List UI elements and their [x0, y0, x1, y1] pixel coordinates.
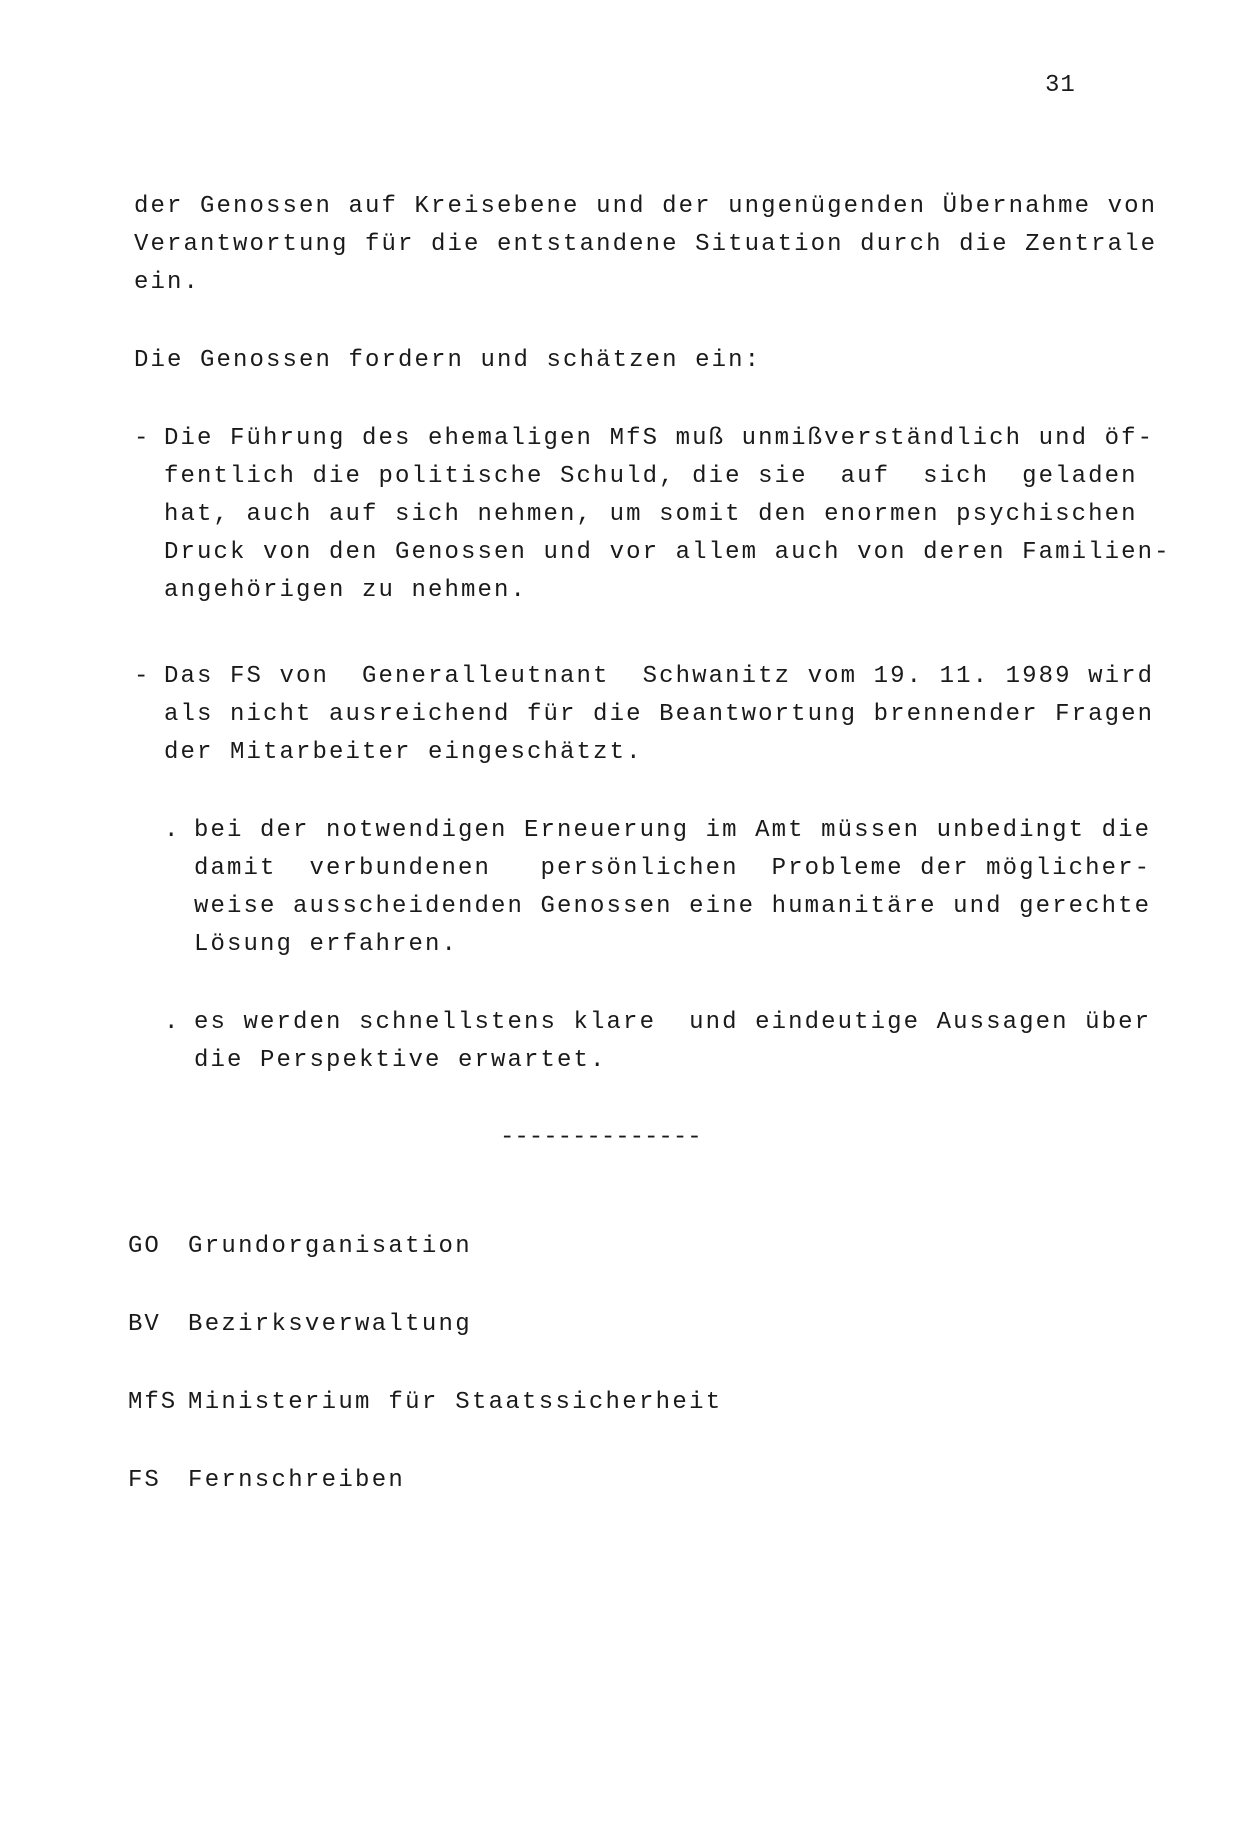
dash-item-1-line-2: fentlich die politische Schuld, die sie auf sich geladen	[164, 463, 1138, 490]
dash-marker-1: -	[134, 425, 149, 452]
dot-item-1-line-2: damit verbundenen persönlichen Probleme der möglicher-	[194, 855, 1152, 882]
dash-item-1-line-3: hat, auch auf sich nehmen, um somit den enormen psychischen	[164, 501, 1138, 528]
dash-item-2-line-2: als nicht ausreichend für die Beantwortung brennender Fragen	[164, 701, 1155, 728]
dot-item-2-line-1: es werden schnellstens klare und eindeutige Aussagen über	[194, 1009, 1152, 1036]
dot-item-1-line-1: bei der notwendigen Erneuerung im Amt müssen unbedingt die	[194, 817, 1152, 844]
dash-item-1-line-4: Druck von den Genossen und vor allem auch von deren Familien-	[164, 539, 1171, 566]
intro-line-2: Verantwortung für die entstandene Situation durch die Zentrale	[134, 231, 1158, 258]
dot-item-1-line-3: weise ausscheidenden Genossen eine humanitäre und gerechte	[194, 893, 1152, 920]
dash-item-1-line-1: Die Führung des ehemaligen MfS muß unmißverständlich und öf-	[164, 425, 1155, 452]
dash-marker-2: -	[134, 663, 149, 690]
page-number: 31	[1045, 72, 1076, 99]
abbr-mfs-meaning: Ministerium für Staatssicherheit	[188, 1389, 723, 1416]
abbr-fs: FS	[128, 1467, 161, 1494]
abbr-mfs: MfS	[128, 1389, 178, 1416]
abbr-go: GO	[128, 1233, 161, 1260]
dash-item-2-line-3: der Mitarbeiter eingeschätzt.	[164, 739, 643, 766]
abbr-fs-meaning: Fernschreiben	[188, 1467, 406, 1494]
abbr-bv: BV	[128, 1311, 161, 1338]
lead-in: Die Genossen fordern und schätzen ein:	[134, 347, 762, 374]
separator-line: --------------	[500, 1124, 702, 1151]
dash-item-1-line-5: angehörigen zu nehmen.	[164, 577, 528, 604]
intro-line-1: der Genossen auf Kreisebene und der ungenügenden Übernahme von	[134, 193, 1158, 220]
dot-marker-2: .	[164, 1009, 179, 1036]
abbr-bv-meaning: Bezirksverwaltung	[188, 1311, 472, 1338]
intro-line-3: ein.	[134, 269, 201, 296]
dot-item-2-line-2: die Perspektive erwartet.	[194, 1047, 607, 1074]
dot-marker-1: .	[164, 817, 179, 844]
abbr-go-meaning: Grundorganisation	[188, 1233, 472, 1260]
dot-item-1-line-4: Lösung erfahren.	[194, 931, 459, 958]
dash-item-2-line-1: Das FS von Generalleutnant Schwanitz vom 19. 11. 1989 wird	[164, 663, 1155, 690]
